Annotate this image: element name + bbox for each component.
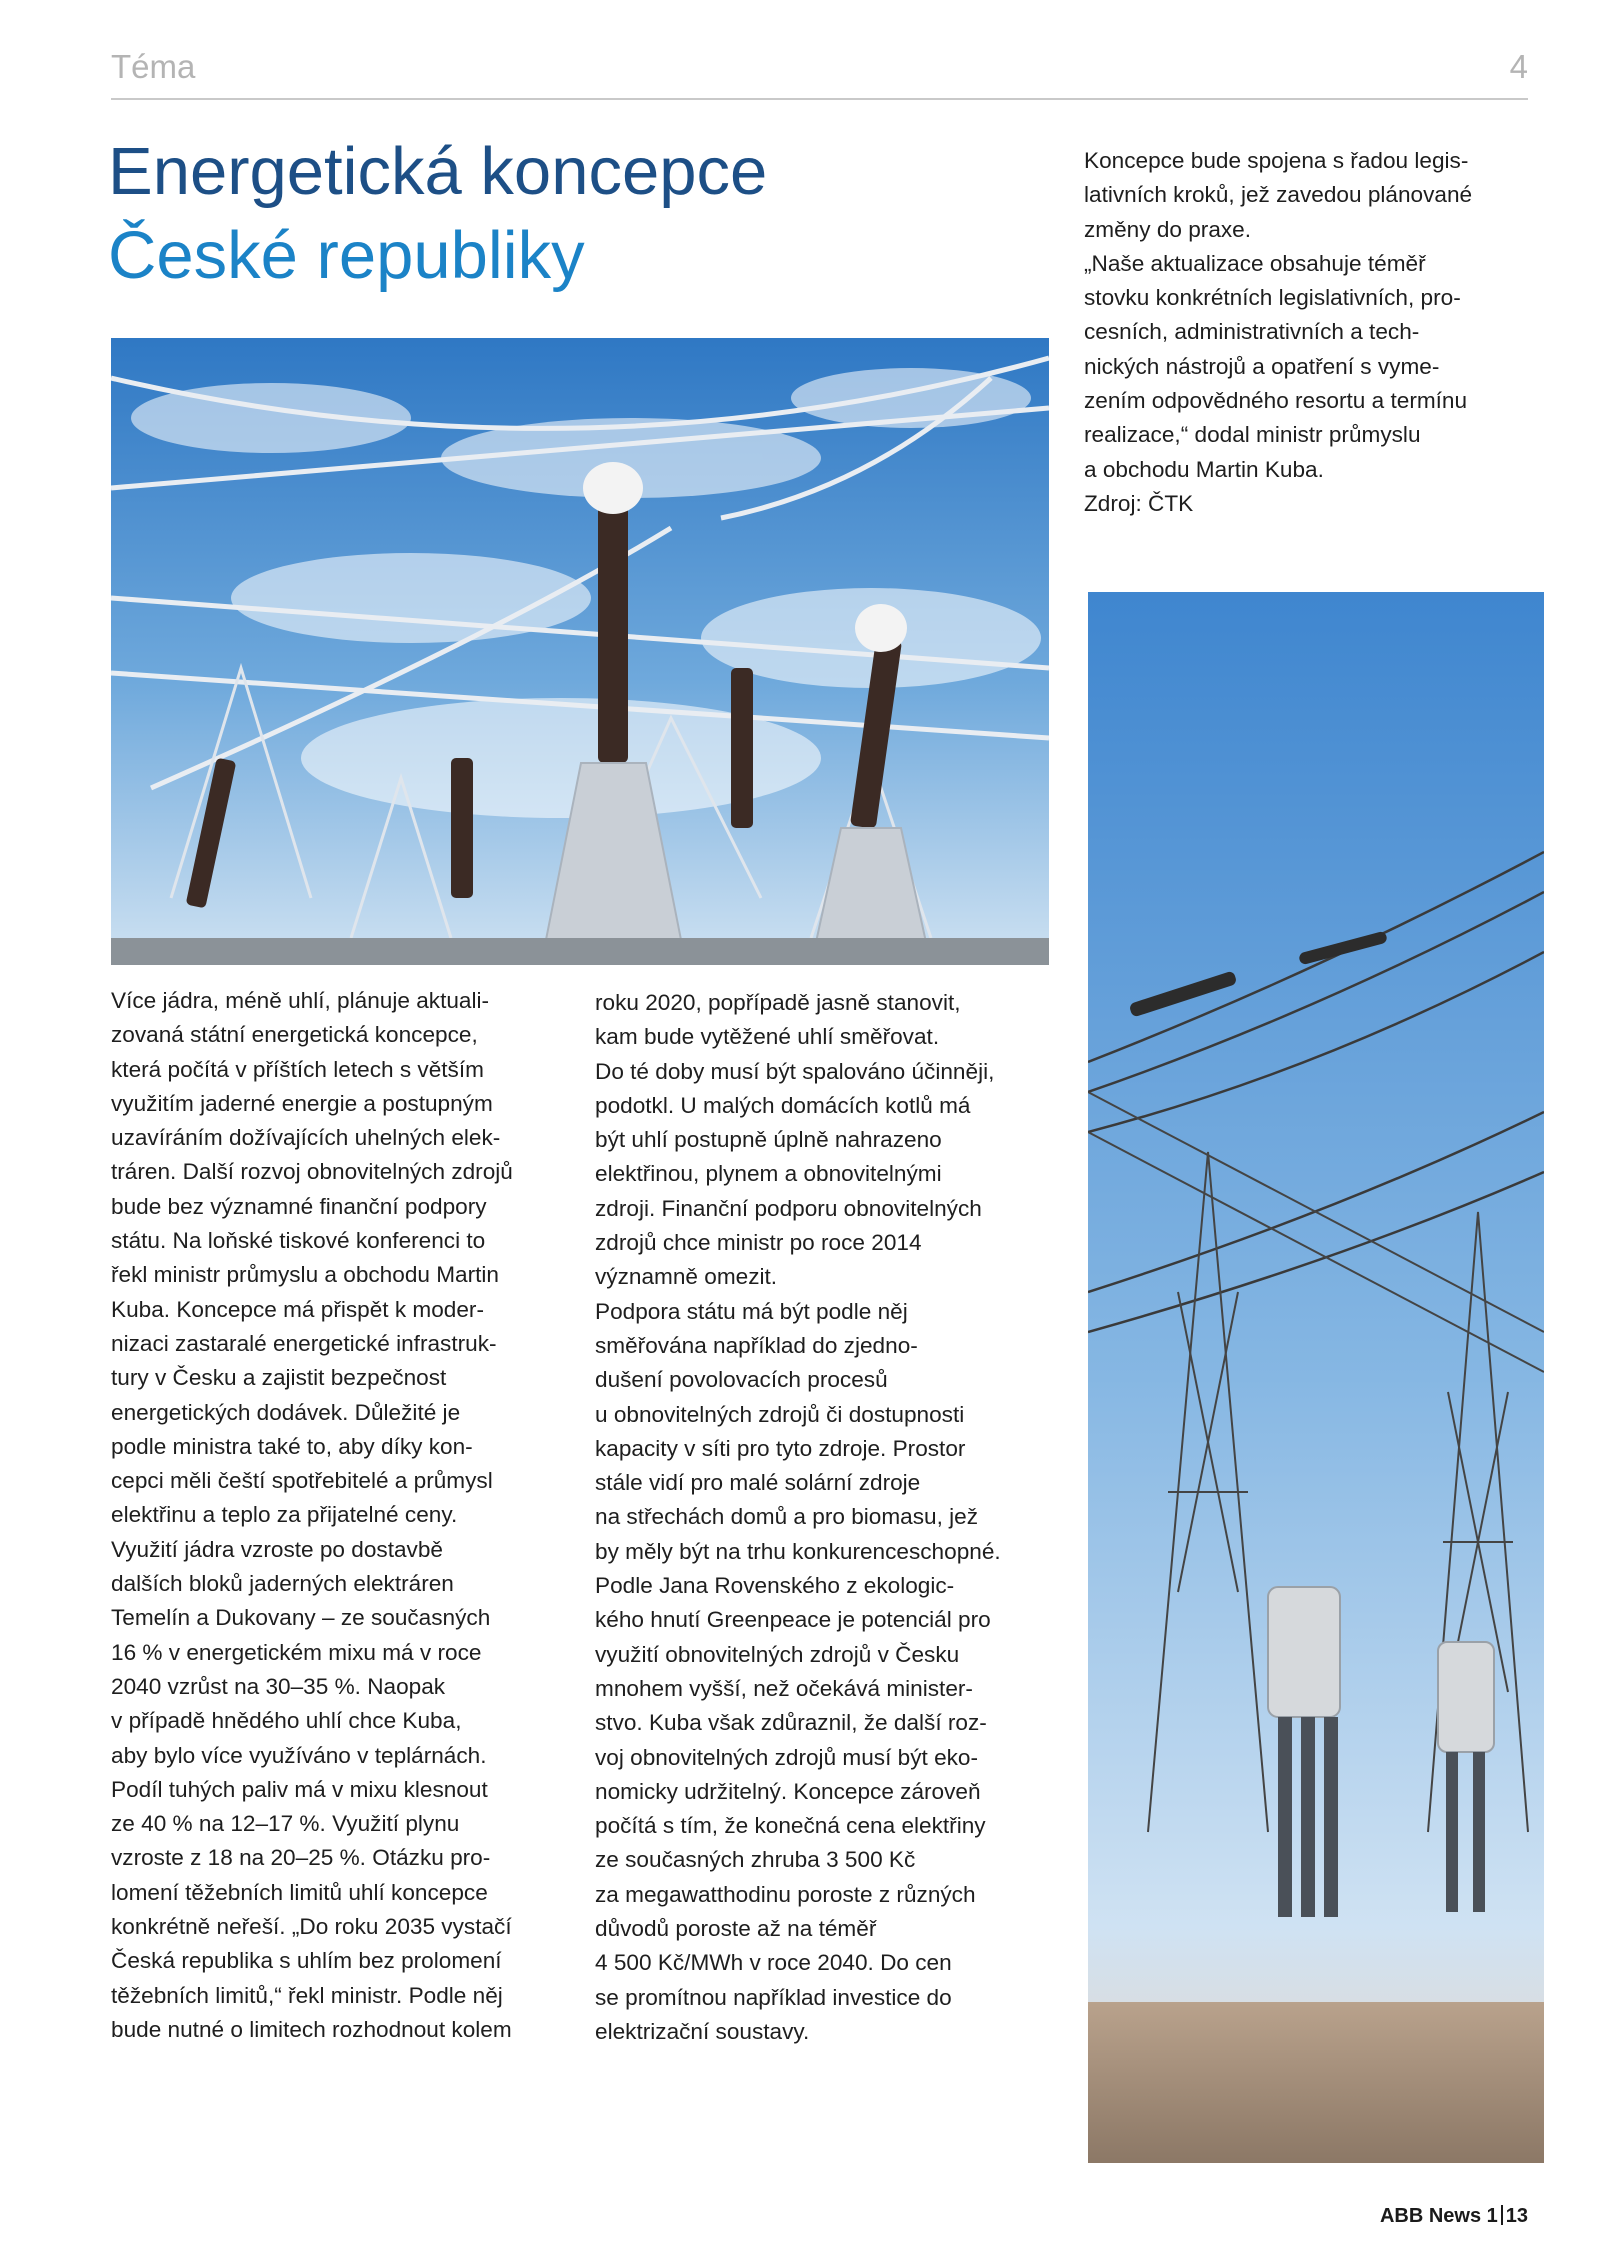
column-line: nických nástrojů a opatření s vyme-: [1084, 353, 1440, 379]
column-line: v případě hnědého uhlí chce Kuba,: [111, 1708, 462, 1734]
column-line: cepci měli čeští spotřebitelé a průmysl: [111, 1468, 493, 1494]
column-line: Podpora státu má být podle něj: [595, 1298, 908, 1324]
column-line: voj obnovitelných zdrojů musí být eko-: [595, 1744, 979, 1770]
column-line: být uhlí postupně úplně nahrazeno: [595, 1127, 942, 1153]
column-line: Temelín a Dukovany – ze současných: [111, 1605, 491, 1631]
footer-publication: [1380, 2205, 1528, 2228]
column-line: a obchodu Martin Kuba.: [1084, 456, 1324, 482]
column-line: zdrojů chce ministr po roce 2014: [595, 1230, 922, 1256]
column-line: podotkl. U malých domácích kotlů má: [595, 1092, 971, 1118]
sidebar-quote-column: [1084, 144, 1554, 521]
header-divider: [111, 98, 1528, 100]
page-number: 4: [1509, 48, 1528, 85]
column-line: Koncepce bude spojena s řadou legis-: [1084, 148, 1469, 173]
column-line: vzroste z 18 na 20–25 %. Otázku pro-: [111, 1845, 491, 1871]
column-line: významně omezit.: [595, 1264, 778, 1290]
column-line: cesních, administrativních a tech-: [1084, 319, 1420, 345]
source-credit: Zdroj: ČTK: [1084, 490, 1194, 516]
column-line: nizaci zastaralé energetické infrastruk-: [111, 1330, 497, 1356]
column-line: změny do praxe.: [1084, 216, 1252, 242]
column-line: řekl ministr průmyslu a obchodu Martin: [111, 1262, 499, 1288]
article-title-line-2: České republiky: [108, 218, 585, 293]
column-line: ze 40 % na 12–17 %. Využití plynu: [111, 1811, 460, 1837]
column-line: lativních kroků, jež zavedou plánované: [1084, 182, 1473, 208]
column-line: kapacity v síti pro tyto zdroje. Prostor: [595, 1435, 966, 1461]
article-column-2: [595, 986, 1060, 2049]
column-line: uzavíráním dožívajících uhelných elek-: [111, 1125, 501, 1151]
article-title-line-1: Energetická koncepce: [108, 134, 768, 209]
column-line: nomicky udržitelný. Koncepce zároveň: [595, 1778, 981, 1804]
article-title: [108, 130, 767, 298]
column-line: podle ministra také to, aby díky kon-: [111, 1433, 473, 1459]
column-line: zovaná státní energetická koncepce,: [111, 1022, 478, 1048]
substation-photo: [111, 338, 1049, 965]
column-line: počítá s tím, že konečná cena elektřiny: [595, 1813, 986, 1839]
column-line: by měly být na trhu konkurenceschopné.: [595, 1538, 1001, 1564]
column-line: roku 2020, popřípadě jasně stanovit,: [595, 990, 961, 1015]
column-line: na střechách domů a pro biomasu, jež: [595, 1504, 979, 1530]
column-line: zdroji. Finanční podporu obnovitelných: [595, 1195, 982, 1221]
column-line: bude nutné o limitech rozhodnout kolem: [111, 2016, 512, 2042]
column-line: 2040 vzrůst na 30–35 %. Naopak: [111, 1673, 446, 1699]
column-line: stovku konkrétních legislativních, pro-: [1084, 285, 1461, 311]
column-line: kam bude vytěžené uhlí směřovat.: [595, 1024, 940, 1050]
column-line: stále vidí pro malé solární zdroje: [595, 1470, 921, 1496]
column-line: směřována například do zjedno-: [595, 1332, 918, 1358]
column-line: se promítnou například investice do: [595, 1984, 952, 2010]
column-line: Podle Jana Rovenského z ekologic-: [595, 1573, 955, 1599]
column-line: elektrizační soustavy.: [595, 2018, 810, 2044]
column-line: dalších bloků jaderných elektráren: [111, 1571, 454, 1597]
footer-divider: [1501, 2205, 1503, 2225]
column-line: dušení povolovacích procesů: [595, 1367, 888, 1393]
column-line: energetických dodávek. Důležité je: [111, 1399, 461, 1425]
column-line: Podíl tuhých paliv má v mixu klesnout: [111, 1776, 488, 1802]
column-line: tury v Česku a zajistit bezpečnost: [111, 1365, 447, 1391]
column-line: využitím jaderné energie a postupným: [111, 1090, 493, 1116]
column-line: lomení těžebních limitů uhlí koncepce: [111, 1879, 488, 1905]
column-line: realizace,“ dodal ministr průmyslu: [1084, 422, 1421, 448]
column-line: elektřinu a teplo za přijatelné ceny.: [111, 1502, 458, 1528]
column-line: která počítá v příštích letech s větším: [111, 1056, 484, 1082]
column-line: Kuba. Koncepce má přispět k moder-: [111, 1296, 484, 1322]
column-line: aby bylo více využíváno v teplárnách.: [111, 1742, 487, 1768]
column-line: 16 % v energetickém mixu má v roce: [111, 1639, 482, 1665]
column-line: 4 500 Kč/MWh v roce 2040. Do cen: [595, 1950, 952, 1976]
column-line: tráren. Další rozvoj obnovitelných zdrojů: [111, 1159, 513, 1185]
column-line: Více jádra, méně uhlí, plánuje aktuali-: [111, 988, 490, 1013]
footer-page-number: 13: [1505, 2205, 1528, 2227]
column-line: těžebních limitů,“ řekl ministr. Podle něj: [111, 1982, 503, 2008]
column-line: ze současných zhruba 3 500 Kč: [595, 1847, 916, 1873]
column-line: Česká republika s uhlím bez prolomení: [111, 1948, 502, 1974]
column-line: mnohem vyšší, než očekává minister-: [595, 1675, 973, 1701]
transmission-tower-photo: [1088, 592, 1544, 2163]
column-line: elektřinou, plynem a obnovitelnými: [595, 1161, 942, 1187]
column-line: konkrétně neřeší. „Do roku 2035 vystačí: [111, 1914, 512, 1940]
column-line: kého hnutí Greenpeace je potenciál pro: [595, 1607, 991, 1633]
column-line: zením odpovědného resortu a termínu: [1084, 388, 1468, 414]
publication-name: ABB News 1: [1379, 2205, 1498, 2227]
column-line: státu. Na loňské tiskové konferenci to: [111, 1228, 486, 1254]
column-line: důvodů poroste až na téměř: [595, 1916, 877, 1942]
column-line: za megawatthodinu poroste z různých: [595, 1881, 976, 1907]
column-line: stvo. Kuba však zdůraznil, že další roz-: [595, 1710, 987, 1736]
section-label: Téma: [111, 48, 196, 85]
article-column-1: [111, 984, 566, 2047]
column-line: využití obnovitelných zdrojů v Česku: [595, 1641, 960, 1667]
column-line: u obnovitelných zdrojů či dostupnosti: [595, 1401, 965, 1427]
column-line: Do té doby musí být spalováno účinněji,: [595, 1058, 995, 1084]
column-line: Využití jádra vzroste po dostavbě: [111, 1536, 443, 1562]
column-line: „Naše aktualizace obsahuje téměř: [1084, 250, 1426, 276]
column-line: bude bez významné finanční podpory: [111, 1193, 487, 1219]
